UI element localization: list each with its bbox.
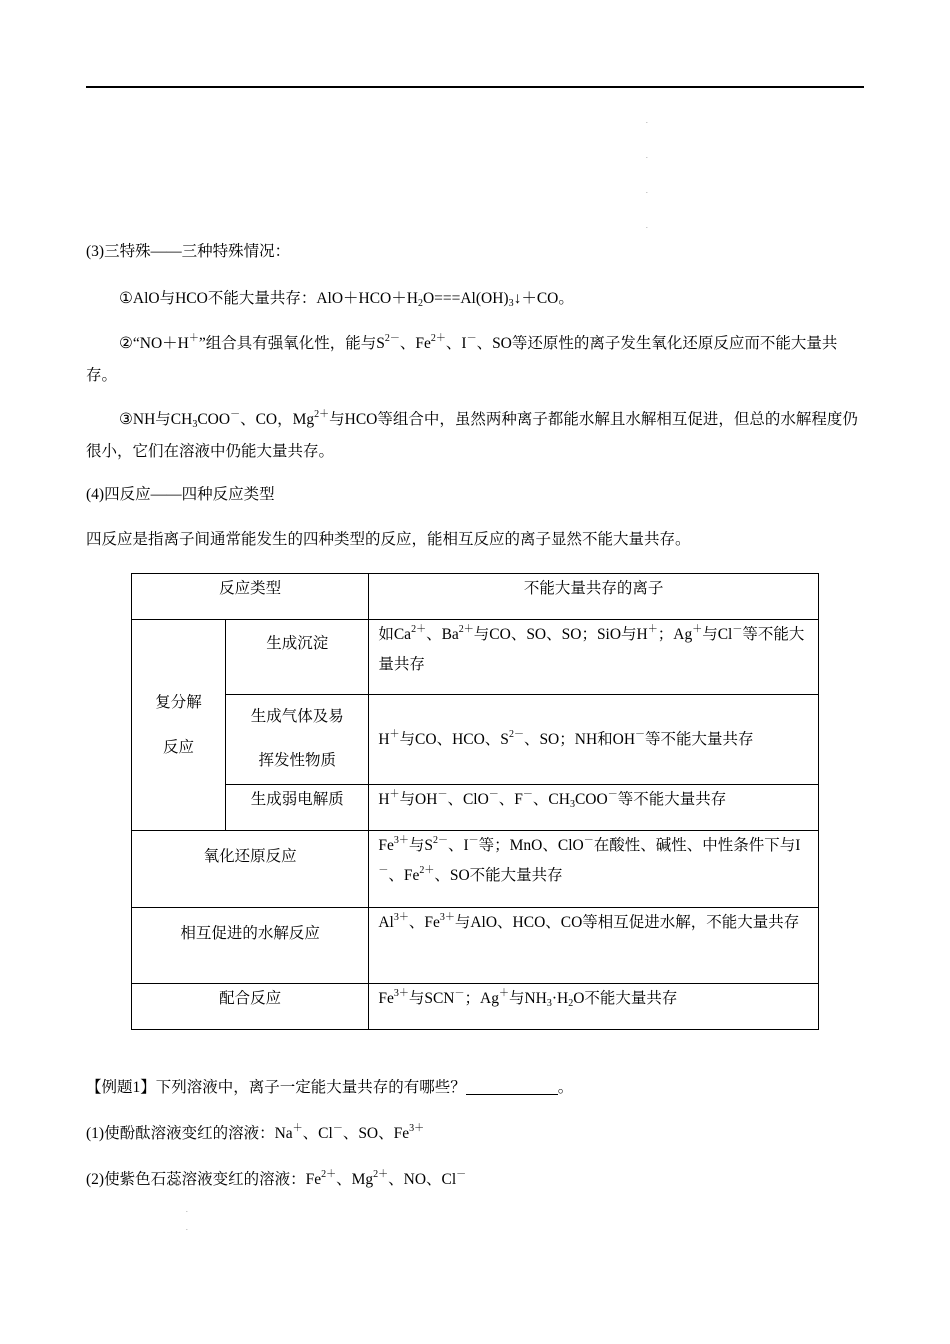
type-mutual-hydrolysis: 相互促进的水解反应: [132, 908, 369, 984]
table-row: [132, 785, 819, 831]
type-complexation: 配合反应: [132, 984, 369, 1030]
reaction-table: [131, 573, 819, 1030]
margin-dot: .: [646, 222, 648, 230]
section-3-heading: (3)三特殊——三种特殊情况：: [86, 243, 291, 260]
special-case-1: ①AlO与HCO不能大量共存：$AlO+HCO+H_2O===Al(OH)_3↓+CO$。: [119, 290, 574, 309]
header-reaction-type: 反应类型: [132, 574, 369, 620]
table-row: [132, 620, 819, 695]
table-row: [132, 984, 819, 1030]
section-4-heading: (4)四反应——四种反应类型: [86, 486, 275, 503]
subtype-precipitate: 生成沉淀: [226, 620, 369, 695]
section-4-intro: 四反应是指离子间通常能发生的四种类型的反应，能相互反应的离子显然不能大量共存。: [86, 531, 691, 548]
margin-dot: .: [646, 117, 648, 125]
margin-dot: .: [646, 152, 648, 160]
example-1-option-1: (1)使酚酞溶液变红的溶液：Na＋、Cl－、SO、$Fe^{3+}$: [86, 1123, 425, 1142]
table-row: [132, 695, 819, 785]
type-redox: 氧化还原反应: [132, 831, 369, 908]
example-1-option-2: (2)使紫色石蕊溶液变红的溶液：$Fe^{2+}$、$Mg^{2+}$、NO、Cl－: [86, 1169, 467, 1188]
subtype-weak-electrolyte: 生成弱电解质: [226, 785, 369, 831]
ions-weak-electrolyte: H＋与OH－、ClO－、F－、$CH_3COO^-$等不能大量共存: [369, 785, 819, 831]
answer-blank[interactable]: [466, 1078, 558, 1095]
table-header-row: [132, 574, 819, 620]
special-case-3: ③NH与$CH_3COO^-$、CO，$Mg^{2+}$与HCO等组合中，虽然两种离子都能水解且水解相互促进，但总的水解程度仍很小，它们在溶液中仍能大量共存。: [86, 409, 858, 460]
special-case-2: ②“NO＋H＋”组合具有强氧化性，能与$S^{2-}$、$Fe^{2+}$、I－、SO等还原性的离子发生氧化还原反应而不能大量共存。: [86, 333, 838, 384]
margin-dot: .: [186, 1224, 188, 1232]
ions-gas: H＋与CO、HCO、$S^{2-}$、SO；NH和OH－等不能大量共存: [369, 695, 819, 785]
table-row: [132, 831, 819, 908]
margin-dot: .: [186, 1206, 188, 1214]
example-1-prompt: 【例题1】下列溶液中，离子一定能大量共存的有哪些？ 。: [86, 1079, 574, 1096]
header-ions: 不能大量共存的离子: [369, 574, 819, 620]
group-double-decomposition: 复分解 反应: [132, 620, 226, 831]
margin-dot: .: [646, 187, 648, 195]
table-row: [132, 908, 819, 984]
ions-precipitate: 如$Ca^{2+}$、$Ba^{2+}$与CO、SO、SO；SiO与H＋；Ag＋与Cl－等不能大量共存: [369, 620, 819, 695]
ions-mutual-hydrolysis: $Al^{3+}$、$Fe^{3+}$与AlO、HCO、CO等相互促进水解，不能大量共存: [369, 908, 819, 984]
subtype-gas: 生成气体及易 挥发性物质: [226, 695, 369, 785]
ions-redox: $Fe^{3+}$与$S^{2-}$、I－等；MnO、ClO－在酸性、碱性、中性条件下与I－、$Fe^{2+}$、SO不能大量共存: [369, 831, 819, 908]
ions-complexation: $Fe^{3+}$与SCN－；Ag＋与$NH_3\cdot H_2O$不能大量共存: [369, 984, 819, 1030]
header-rule: [86, 86, 864, 88]
